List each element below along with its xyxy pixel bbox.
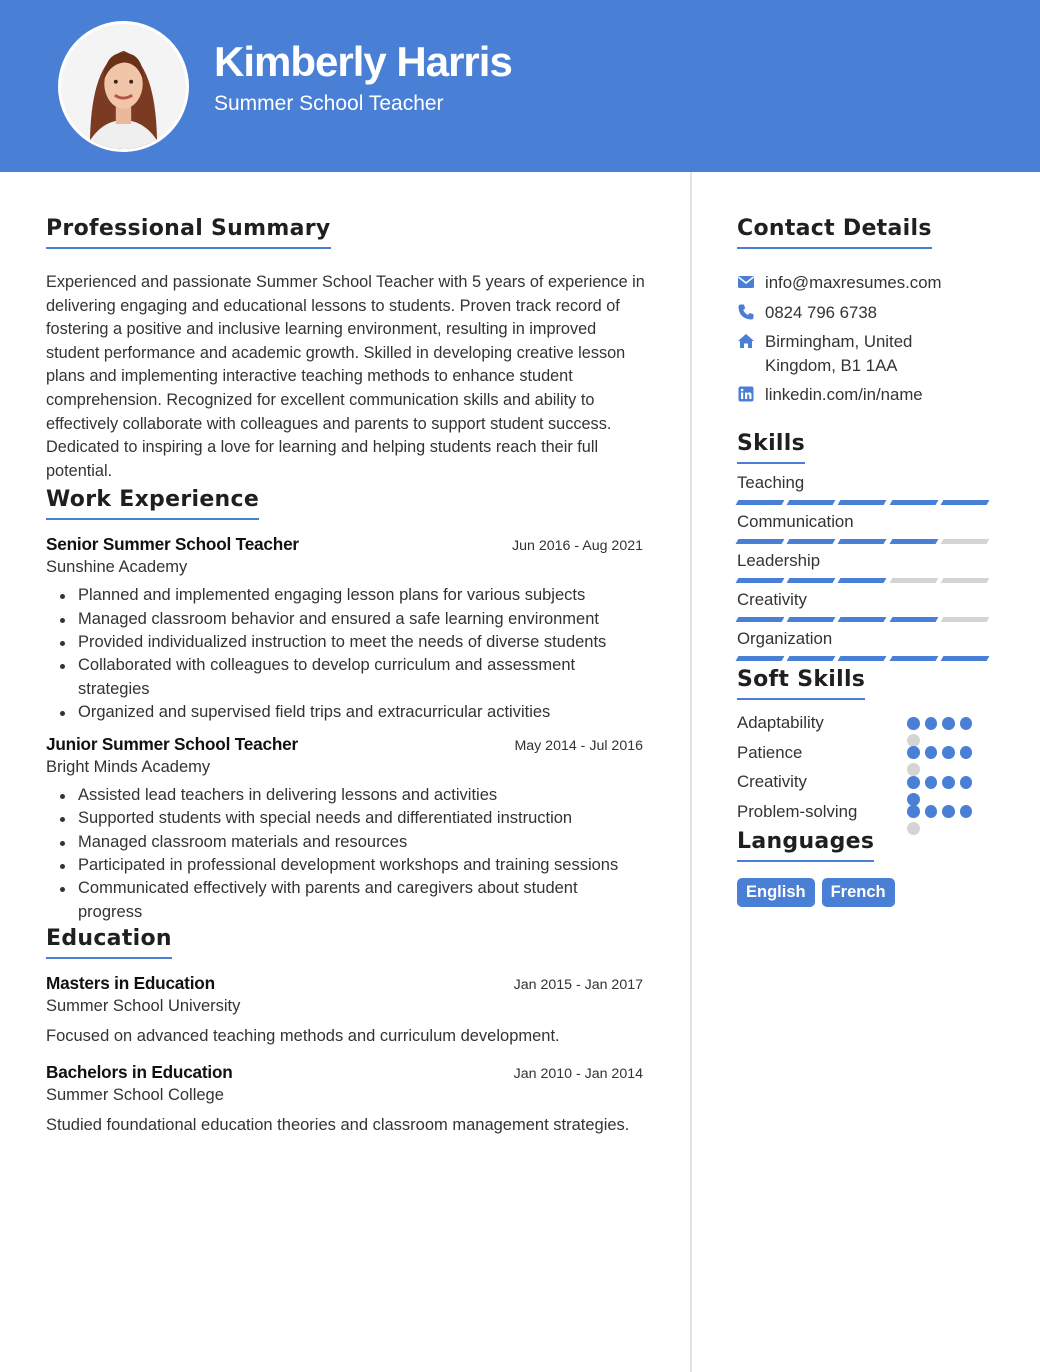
skill-name: Communication: [737, 511, 854, 531]
list-item: Managed classroom behavior and ensured a safe learning environment: [78, 608, 646, 631]
envelope-icon: [737, 273, 755, 291]
rating-dot: [960, 805, 973, 818]
rating-dot: [925, 746, 938, 759]
contact-linkedin-text: linkedin.com/in/name: [765, 385, 923, 404]
skill-level-segment: [838, 656, 887, 661]
rating-dot: [907, 746, 920, 759]
skill-name: Leadership: [737, 550, 821, 570]
list-item: Provided individualized instruction to meet the needs of diverse students: [78, 631, 646, 654]
education-date: Jan 2015 - Jan 2017: [513, 976, 643, 993]
rating-dot: [925, 805, 938, 818]
skill-level-bar: [737, 617, 993, 622]
skill-level-segment: [889, 578, 938, 583]
soft-skill-rating: [907, 746, 977, 759]
skill-level-bar: [737, 500, 993, 505]
education-description: Studied foundational education theories and classroom management strategies.: [46, 1115, 630, 1134]
job-company: Sunshine Academy: [46, 558, 188, 577]
skill-item: [737, 589, 997, 622]
education-description: Focused on advanced teaching methods and curriculum development.: [46, 1026, 560, 1045]
skill-level-segment: [838, 578, 887, 583]
work-experience-section: [46, 487, 646, 924]
section-heading-work: Work Experience: [46, 487, 259, 520]
skill-level-segment: [940, 500, 989, 505]
section-heading-skills: Skills: [737, 431, 805, 464]
school-name: Summer School University: [46, 996, 241, 1015]
skill-level-segment: [787, 539, 836, 544]
contact-linkedin[interactable]: [737, 383, 997, 407]
professional-summary-section: [46, 216, 646, 483]
list-item: Communicated effectively with parents and caregivers about student progress: [78, 877, 646, 924]
education-date: Jan 2010 - Jan 2014: [513, 1065, 643, 1082]
skill-level-segment: [940, 617, 989, 622]
skill-name: Organization: [737, 628, 833, 648]
contact-email-text: info@maxresumes.com: [765, 273, 942, 292]
skill-level-segment: [736, 578, 785, 583]
skill-level-segment: [940, 578, 989, 583]
degree-title: Masters in Education: [46, 972, 215, 993]
skill-item: [737, 472, 997, 505]
job-entry: [46, 734, 646, 924]
skill-level-segment: [940, 539, 989, 544]
skill-level-segment: [838, 617, 887, 622]
list-item: Collaborated with colleagues to develop curriculum and assessment strategies: [78, 654, 646, 701]
skill-level-segment: [736, 617, 785, 622]
soft-skill-rating: [907, 717, 977, 730]
rating-dot: [925, 717, 938, 730]
skills-section: [737, 431, 997, 661]
soft-skill-name: Adaptability: [737, 713, 824, 733]
skill-level-segment: [838, 500, 887, 505]
main-column: [46, 216, 646, 1137]
soft-skill-item: [737, 738, 977, 768]
rating-dot: [907, 717, 920, 730]
home-icon: [737, 332, 755, 350]
summary-text: Experienced and passionate Summer School Teacher with 5 years of experience in delivering engaging and educational lessons to students. Proven track record of fostering a positive and inclusive learning environment, resulting in improved student performance and academic growth. Skilled in developing creative lesson plans and implementing interactive teaching methods to enhance student comprehension. Recognized for excellent communication skills and ability to effectively collaborate with colleagues and parents to support student success. Dedicated to inspiring a love for learning and helping students reach their full potential.: [46, 273, 645, 480]
job-bullets: [46, 784, 646, 924]
language-tag: French: [822, 878, 895, 907]
education-entry: [46, 1062, 646, 1137]
soft-skill-rating: [907, 776, 977, 789]
rating-dot: [907, 805, 920, 818]
skill-level-segment: [889, 617, 938, 622]
sidebar-column: [737, 216, 997, 907]
soft-skill-rating: [907, 805, 977, 818]
skill-level-segment: [736, 656, 785, 661]
skill-item: [737, 511, 997, 544]
skill-level-bar: [737, 656, 993, 661]
skill-level-segment: [787, 656, 836, 661]
rating-dot: [925, 776, 938, 789]
rating-dot: [907, 734, 920, 747]
job-company: Bright Minds Academy: [46, 758, 211, 777]
skill-level-segment: [889, 656, 938, 661]
rating-dot: [942, 776, 955, 789]
skill-level-segment: [889, 500, 938, 505]
contact-address-text: Birmingham, United Kingdom, B1 1AA: [765, 332, 913, 375]
job-title: Senior Summer School Teacher: [46, 534, 299, 555]
rating-dot: [907, 793, 920, 806]
contact-section: [737, 216, 997, 407]
skill-level-segment: [787, 578, 836, 583]
job-date: Jun 2016 - Aug 2021: [512, 538, 643, 555]
soft-skill-name: Creativity: [737, 772, 807, 792]
contact-phone-text: 0824 796 6738: [765, 302, 877, 322]
soft-skill-item: [737, 797, 977, 827]
skill-name: Teaching: [737, 472, 805, 492]
job-bullets: [46, 584, 646, 724]
job-title: Junior Summer School Teacher: [46, 734, 298, 755]
skill-level-segment: [787, 617, 836, 622]
skill-name: Creativity: [737, 589, 807, 609]
skill-level-segment: [736, 539, 785, 544]
rating-dot: [960, 776, 973, 789]
skill-item: [737, 628, 997, 661]
phone-icon: [737, 303, 755, 321]
rating-dot: [942, 717, 955, 730]
job-date: May 2014 - Jul 2016: [514, 738, 643, 755]
skill-level-segment: [838, 539, 887, 544]
degree-title: Bachelors in Education: [46, 1061, 233, 1082]
languages-section: [737, 829, 997, 907]
contact-phone[interactable]: [737, 301, 997, 325]
list-item: Assisted lead teachers in delivering lessons and activities: [78, 784, 646, 807]
contact-address: [737, 330, 997, 377]
contact-email[interactable]: [737, 271, 997, 295]
rating-dot: [942, 805, 955, 818]
linkedin-icon: [737, 385, 755, 403]
list-item: Managed classroom materials and resources: [78, 831, 646, 854]
rating-dot: [960, 717, 973, 730]
skill-level-segment: [787, 500, 836, 505]
skill-level-segment: [736, 500, 785, 505]
rating-dot: [960, 746, 973, 759]
list-item: Participated in professional development workshops and training sessions: [78, 854, 646, 877]
list-item: Organized and supervised field trips and extracurricular activities: [78, 701, 646, 724]
section-heading-languages: Languages: [737, 829, 874, 862]
avatar-portrait-icon: [61, 24, 186, 149]
section-heading-education: Education: [46, 926, 172, 959]
resume-header: [0, 0, 1040, 172]
soft-skill-name: Patience: [737, 742, 803, 762]
skill-level-bar: [737, 578, 993, 583]
profile-photo: [58, 21, 189, 152]
language-tag: English: [737, 878, 815, 907]
rating-dot: [942, 746, 955, 759]
school-name: Summer School College: [46, 1085, 224, 1104]
skill-level-segment: [889, 539, 938, 544]
education-section: [46, 926, 646, 1137]
section-heading-contact: Contact Details: [737, 216, 932, 249]
soft-skill-item: [737, 709, 977, 739]
rating-dot: [907, 776, 920, 789]
section-heading-summary: Professional Summary: [46, 216, 331, 249]
candidate-name: Kimberly Harris: [214, 38, 512, 85]
candidate-title: Summer School Teacher: [214, 92, 444, 115]
education-entry: [46, 973, 646, 1048]
skill-item: [737, 550, 997, 583]
list-item: Planned and implemented engaging lesson plans for various subjects: [78, 584, 646, 607]
column-divider: [690, 172, 692, 1372]
soft-skills-section: [737, 667, 997, 827]
skill-level-bar: [737, 539, 993, 544]
skill-level-segment: [940, 656, 989, 661]
section-heading-soft-skills: Soft Skills: [737, 667, 865, 700]
soft-skill-item: [737, 768, 977, 798]
job-entry: [46, 534, 646, 724]
list-item: Supported students with special needs and differentiated instruction: [78, 807, 646, 830]
soft-skill-name: Problem-solving: [737, 801, 858, 821]
